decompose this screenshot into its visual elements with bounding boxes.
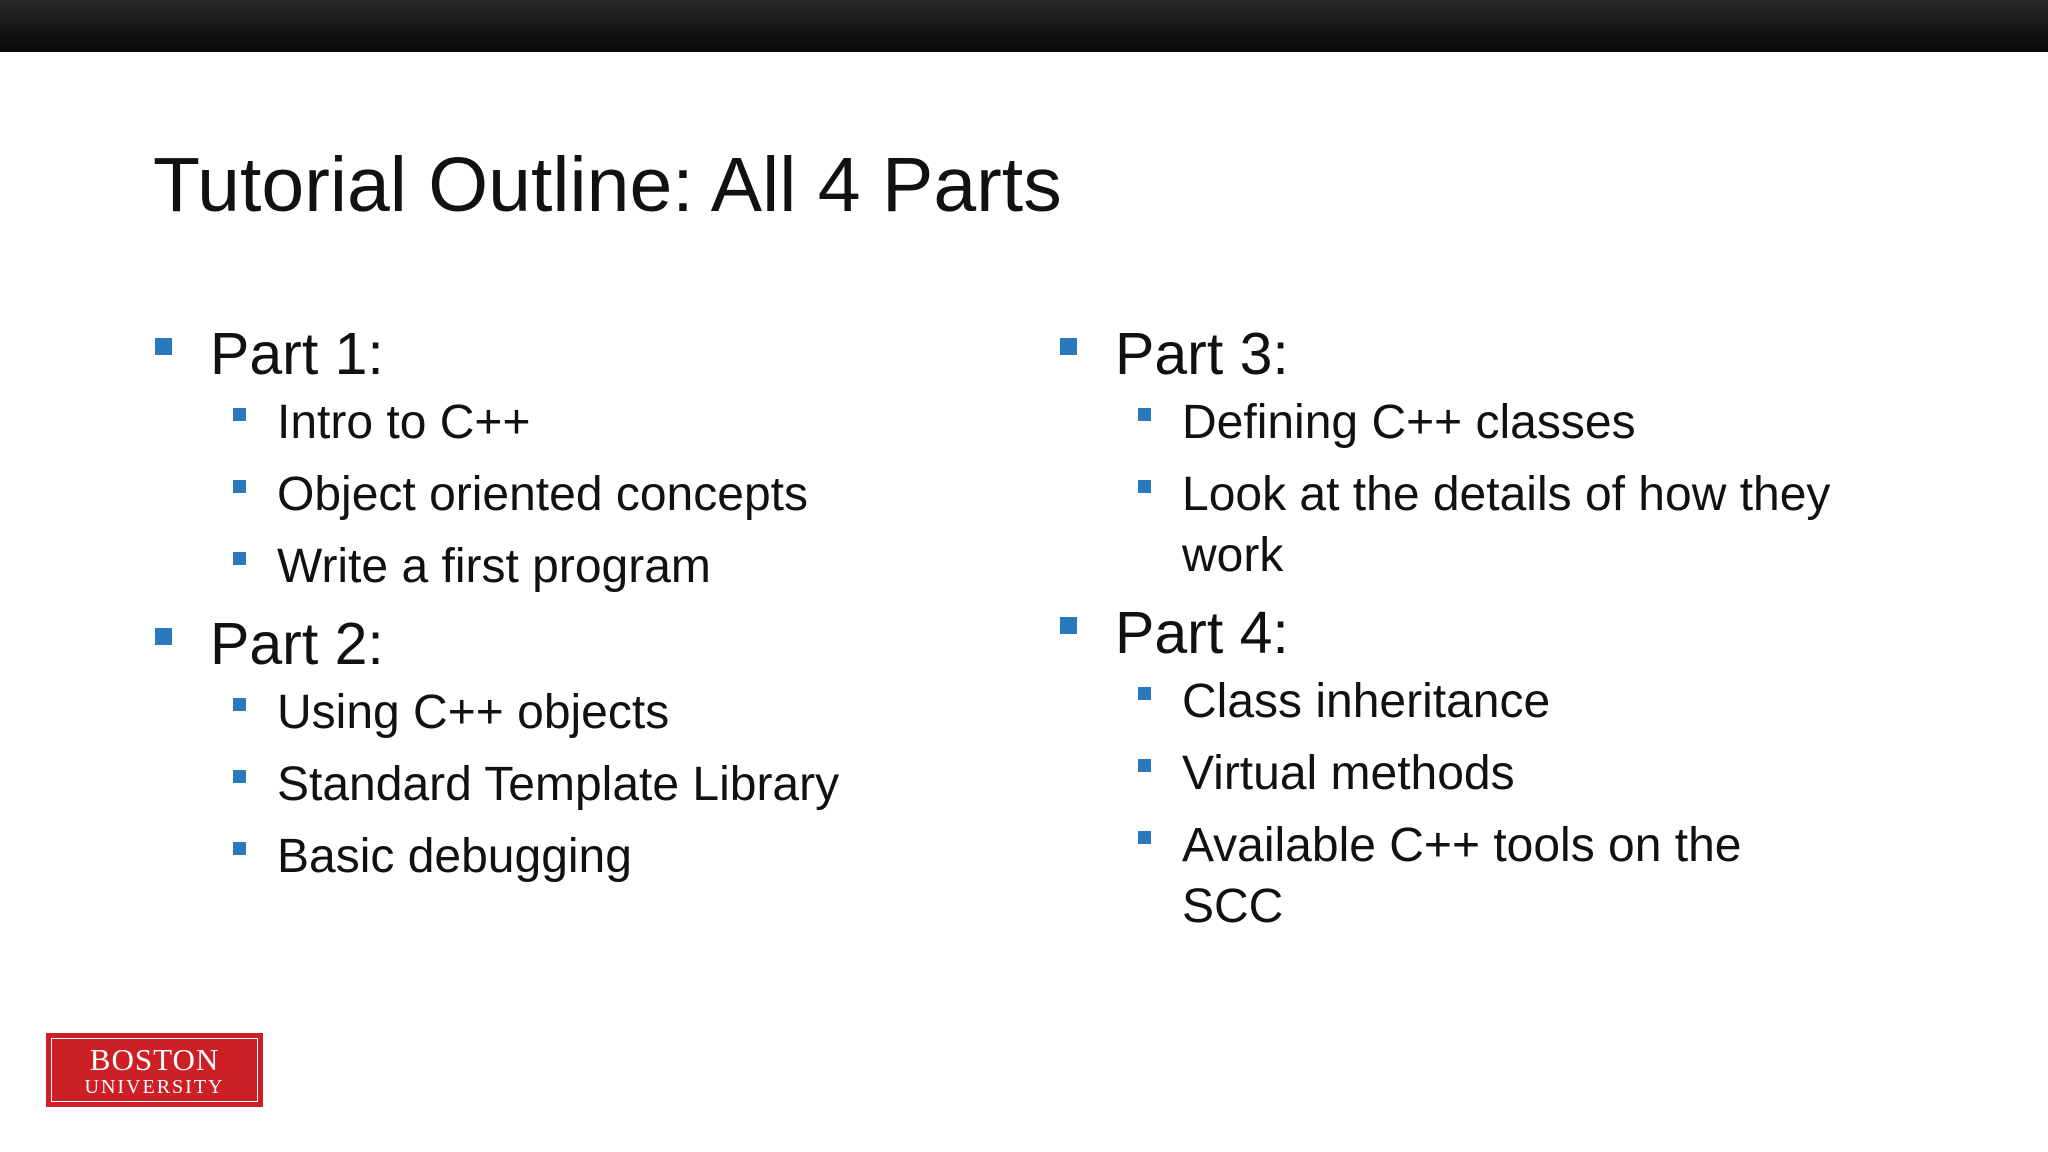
list-item [1138,743,1958,804]
list-item-text: Defining C++ classes [1182,396,1636,449]
list-item [233,826,1035,887]
list-item-text: Write a first program [277,540,711,593]
sub-list [155,392,1035,597]
boston-university-logo [46,1033,263,1107]
square-bullet-icon [233,770,246,783]
list-item-text: Intro to C++ [277,396,531,449]
square-bullet-icon [155,338,172,355]
list-item [1138,815,1842,937]
part-heading-text: Part 3: [1115,321,1289,387]
list-item [1138,392,1958,453]
list-item-text: Virtual methods [1182,747,1515,800]
part-heading [155,318,1035,390]
part-heading [1060,318,1960,390]
square-bullet-icon [233,408,246,421]
square-bullet-icon [1060,617,1077,634]
list-item [233,536,1035,597]
right-column [1060,318,1960,948]
list-item-text: Basic debugging [277,830,632,883]
list-item [1138,464,1902,586]
logo-line2: UNIVERSITY [84,1076,225,1098]
list-item-text: Standard Template Library [277,758,840,811]
list-item [233,464,1035,525]
sub-list [1060,671,1958,937]
list-item-text: Using C++ objects [277,686,670,739]
part-3 [1060,318,1960,586]
square-bullet-icon [1060,338,1077,355]
list-item-text: Look at the details of how they work [1182,468,1831,582]
square-bullet-icon [1138,759,1151,772]
part-4 [1060,597,1960,937]
square-bullet-icon [1138,831,1151,844]
part-1 [155,318,1035,597]
logo-line1: BOSTON [89,1042,220,1077]
part-heading [155,608,1035,680]
list-item-text: Class inheritance [1182,675,1551,728]
square-bullet-icon [1138,408,1151,421]
square-bullet-icon [155,628,172,645]
top-bar [0,0,2048,52]
list-item [233,682,1035,743]
square-bullet-icon [233,842,246,855]
part-heading-text: Part 4: [1115,600,1289,666]
square-bullet-icon [1138,480,1151,493]
list-item [233,754,1035,815]
list-item [233,392,1035,453]
square-bullet-icon [1138,687,1151,700]
part-2 [155,608,1035,887]
slide-title: Tutorial Outline: All 4 Parts [153,142,1062,228]
part-heading [1060,597,1960,669]
part-heading-text: Part 2: [210,611,384,677]
square-bullet-icon [233,480,246,493]
list-item-text: Available C++ tools on the SCC [1182,819,1742,933]
square-bullet-icon [233,698,246,711]
sub-list [1060,392,1958,586]
left-column [155,318,1035,898]
part-heading-text: Part 1: [210,321,384,387]
list-item-text: Object oriented concepts [277,468,808,521]
square-bullet-icon [233,552,246,565]
list-item [1138,671,1958,732]
sub-list [155,682,1035,887]
